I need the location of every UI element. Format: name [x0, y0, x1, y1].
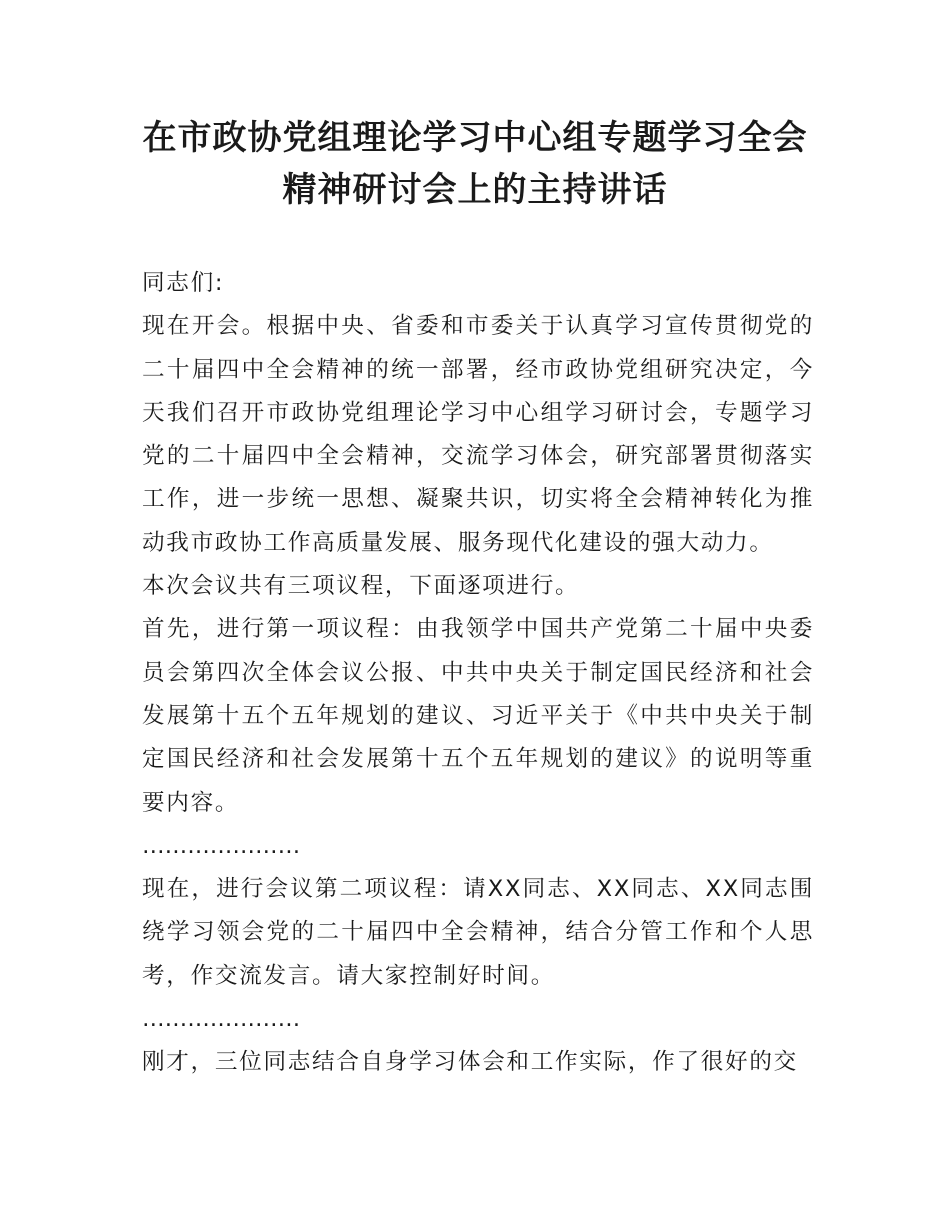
- paragraph-opening: 现在开会。根据中央、省委和市委关于认真学习宣传贯彻党的二十届四中全会精神的统一部署，经市政协党组研究决定，今天我们召开市政协党组理论学习中心组学习研讨会，专题学习党的二十届四中全会精神，交流学习体会，研究部署贯彻落实工作，进一步统一思想、凝聚共识，切实将全会精神转化为推动我市政协工作高质量发展、服务现代化建设的强大动力。: [142, 313, 814, 556]
- ellipsis-separator: …………………: [142, 832, 301, 859]
- paragraph-summary: 刚才，三位同志结合自身学习体会和工作实际，作了很好的交: [142, 1049, 798, 1076]
- title-line-1: 在市政协党组理论学习中心组专题学习全会: [142, 118, 808, 158]
- ellipsis-separator: …………………: [142, 1006, 301, 1033]
- document-title: [60, 112, 890, 216]
- paragraph-agenda-first: 首先，进行第一项议程：由我领学中国共产党第二十届中央委员会第四次全体会议公报、中共中央关于制定国民经济和社会发展第十五个五年规划的建议、习近平关于《中共中央关于制定国民经济和社会发展第十五个五年规划的建议》的说明等重要内容。: [142, 616, 814, 816]
- paragraph-agenda-second: 现在，进行会议第二项议程：请XX同志、XX同志、XX同志围绕学习领会党的二十届四中全会精神，结合分管工作和个人思考，作交流发言。请大家控制好时间。: [142, 876, 814, 989]
- paragraph-agenda-intro: 本次会议共有三项议程，下面逐项进行。: [142, 573, 580, 600]
- document-body: [142, 262, 814, 1085]
- title-line-2: 精神研讨会上的主持讲话: [282, 170, 668, 210]
- greeting: 同志们:: [142, 270, 225, 296]
